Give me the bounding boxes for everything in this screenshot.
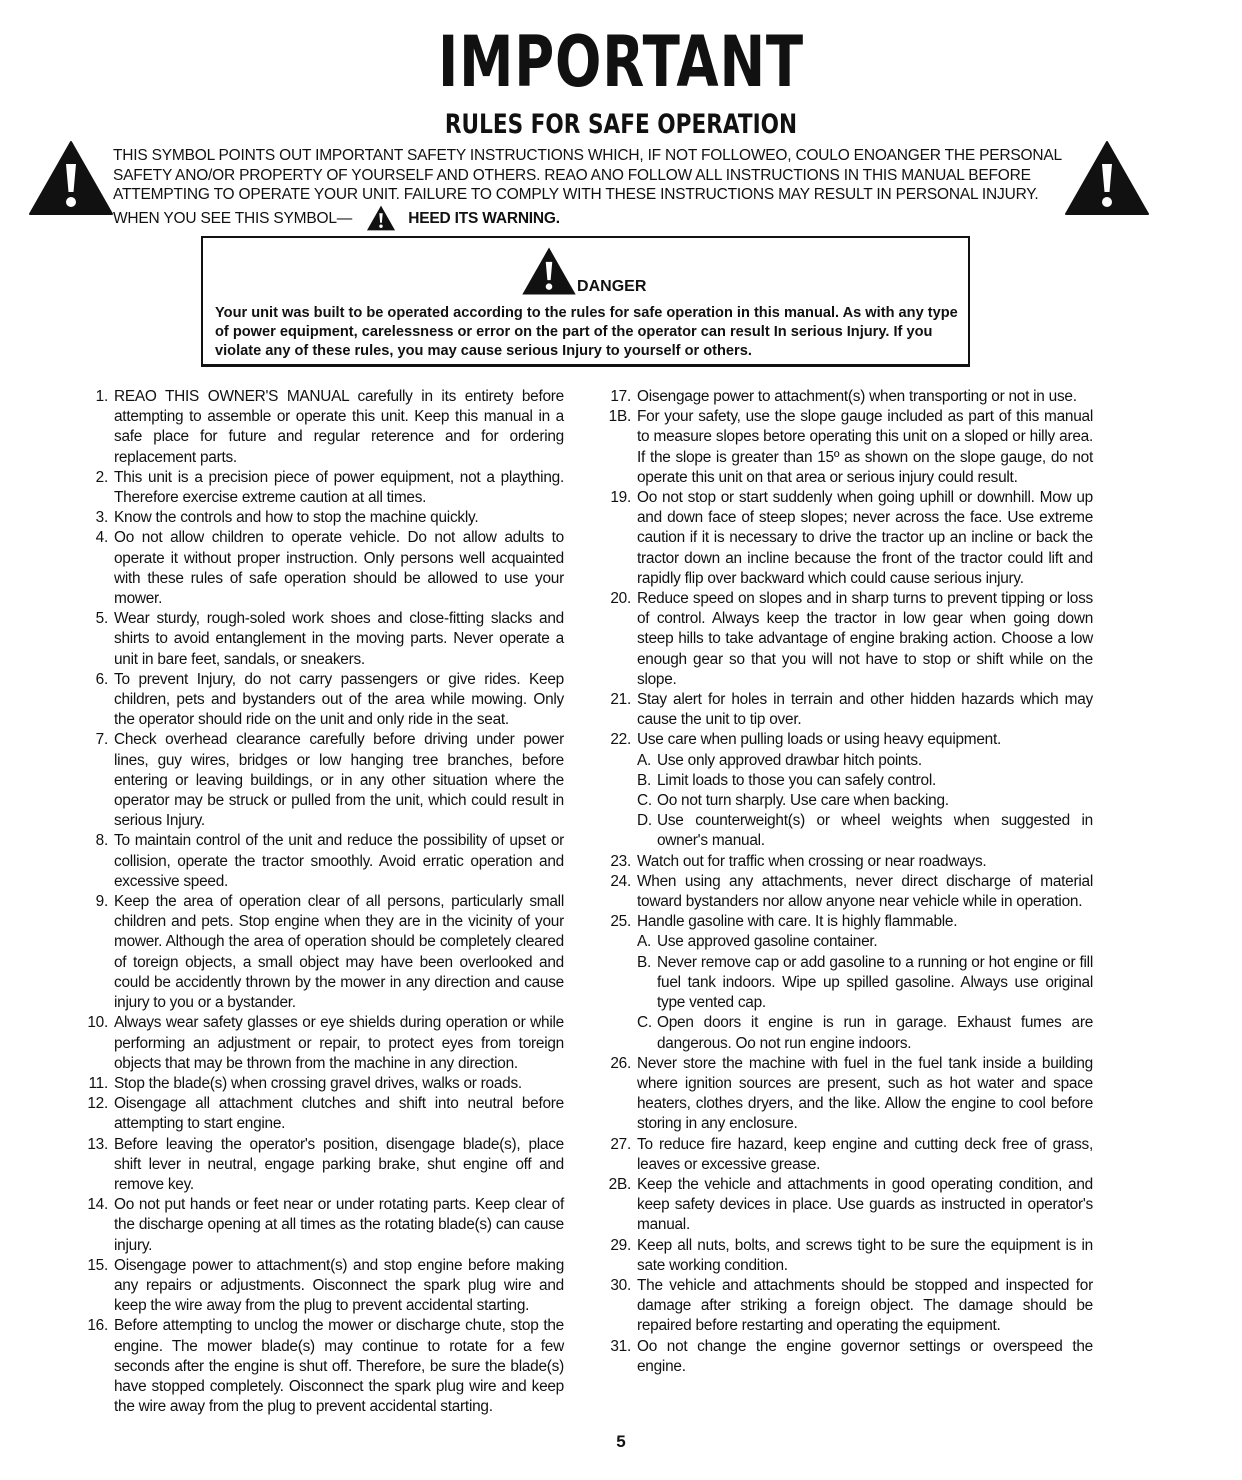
rule-text: Use care when pulling loads or using heavy equipment.	[637, 731, 1002, 749]
rule-text: To prevent Injury, do not carry passengers or give rides. Keep children, pets and bystanders out of the area while mowing. Only the operator should ride on the unit and only ride in the seat.	[114, 670, 564, 729]
rule-number: 3.	[95, 509, 108, 527]
rule-item	[82, 508, 564, 528]
rule-text: Always wear safety glasses or eye shields during operation or while performing an adjustment or repair, to protect eyes from toreign objects that may be thrown from the machine in any direction.	[114, 1014, 564, 1072]
rule-number: 27.	[610, 1135, 631, 1153]
rule-subitem	[605, 811, 1093, 851]
rule-number: 23.	[610, 852, 631, 870]
rule-number: 16.	[87, 1317, 108, 1335]
rule-item	[82, 1074, 564, 1094]
subitem-letter: D.	[637, 812, 652, 830]
rule-number: 6.	[95, 670, 108, 688]
rules-column-left	[82, 387, 564, 1417]
warning-triangle-icon	[1064, 140, 1150, 216]
rule-number: 1.	[95, 388, 108, 405]
subitem-text: Never remove cap or add gasoline to a running or hot engine or fill fuel tank indoors. Wipe up spilled gasoline. Always use original type vented cap.	[657, 953, 1093, 1012]
rule-text: This unit is a precision piece of power equipment, not a plaything. Therefore exercise extreme caution at all times.	[114, 468, 564, 507]
rule-subitem	[605, 953, 1093, 1014]
rule-subitem	[605, 932, 1093, 952]
rule-text: Oisengage power to attachment(s) and stop engine before making any repairs or adjustments. Oisconnect the spark plug wire and keep the wire away from the plug to prevent accidental starting.	[114, 1256, 564, 1315]
rule-item	[82, 609, 564, 670]
rule-item	[605, 852, 1093, 872]
symbol-notice-text: THIS SYMBOL POINTS OUT IMPORTANT SAFETY INSTRUCTIONS WHICH, IF NOT FOLLOWEO, COULO ENOANGER THE PERSONAL SAFETY ANO/OR PROPERTY OF YOURSELF AND OTHERS. REAO ANO FOLLOW ALL INSTRUCTIONS IN THIS MANUAL BEFORE ATTEMPTING TO OPERATE YOUR UNIT. FAILURE TO COMPLY WITH THESE INSTRUCTIONS MAY RESULT IN PERSONAL INJURY. WHEN YOU SEE THIS SYMBOL—	[113, 147, 1062, 227]
rule-number: 26.	[610, 1054, 631, 1072]
subitem-letter: C.	[637, 1014, 652, 1032]
subitem-text: Use approved gasoline container.	[657, 933, 878, 951]
rule-number: 21.	[610, 691, 631, 709]
rule-text: Keep the area of operation clear of all persons, particularly small children and pets. Stop engine when they are in the vicinity of your mower. Although the area of operation should be completely cleared of toreign objects, a small object may have been overlooked and could be accidently thrown by the mower in any direction and cause injury to you or a bystander.	[114, 893, 564, 1012]
rule-number: 31.	[610, 1337, 631, 1355]
rule-item	[82, 468, 564, 508]
rule-item	[82, 670, 564, 731]
rule-text: Oo not change the engine governor settings or overspeed the engine.	[637, 1337, 1093, 1375]
rule-text: Reduce speed on slopes and in sharp turns to prevent tipping or loss of control. Always keep the tractor in low gear when going down steep hills to take advantage of engine braking action. Choose a low enough gear so that you will not have to stop or shift while on the slope.	[637, 590, 1093, 688]
rule-text: To maintain control of the unit and reduce the possibility of upset or collision, operate the tractor smoothly. Avoid erratic operation and excessive speed.	[114, 832, 564, 890]
rule-text: For your safety, use the slope gauge included as part of this manual to measure slopes betore operating this unit on a sloped or hilly area. If the slope is greater than 15º as shown on the slope gauge, do not operate this unit on that area or serious injury could result.	[637, 408, 1093, 486]
rule-number: 1B.	[608, 408, 631, 426]
rule-number: 8.	[95, 832, 108, 850]
rule-item	[82, 730, 564, 831]
rule-text: Never store the machine with fuel in the fuel tank inside a building where ignition sources are present, such as hot water and space heaters, clothes dryers, and the like. Allow the engine to cool before storing in any enclosure.	[637, 1054, 1093, 1133]
rule-item	[605, 1135, 1093, 1175]
rule-item	[82, 1094, 564, 1134]
rule-item	[82, 831, 564, 892]
rule-text: To reduce fire hazard, keep engine and cutting deck free of grass, leaves or excessive grease.	[637, 1135, 1093, 1173]
rule-item	[82, 1013, 564, 1074]
warning-triangle-icon	[366, 205, 396, 231]
rule-item	[605, 690, 1093, 730]
rule-number: 13.	[87, 1135, 108, 1153]
rule-item	[82, 387, 564, 468]
rule-text: Before attempting to unclog the mower or discharge chute, stop the engine. The mower blade(s) may continue to rotate for a few seconds after the engine is shut off. Therefore, be sure the blade(s) have stopped completely. Oisconnect the spark plug wire and keep the wire away from the plug to prevent accidental starting.	[114, 1317, 564, 1416]
rule-number: 11.	[88, 1074, 108, 1092]
safety-symbol-notice	[113, 146, 1073, 231]
rule-number: 17.	[610, 388, 631, 405]
rule-text: Keep all nuts, bolts, and screws tight to be sure the equipment is in sate working condition.	[637, 1236, 1093, 1274]
subitem-text: Oo not turn sharply. Use care when backing.	[657, 792, 949, 810]
rule-number: 10.	[87, 1014, 108, 1032]
rule-text: Oisengage all attachment clutches and shift into neutral before attempting to start engine.	[114, 1095, 564, 1133]
subitem-text: Open doors it engine is run in garage. Exhaust fumes are dangerous. Oo not run engine indoors.	[657, 1014, 1093, 1052]
rule-text: Know the controls and how to stop the machine quickly.	[114, 509, 479, 527]
rule-item	[605, 1236, 1093, 1276]
rule-number: 4.	[95, 529, 108, 547]
subitem-letter: A.	[637, 751, 652, 769]
rule-text: Keep the vehicle and attachments in good operating condition, and keep safety devices in place. Use guards as instructed in operator's manual.	[637, 1175, 1093, 1234]
rules-column-right	[605, 387, 1093, 1377]
rule-number: 22.	[610, 731, 631, 749]
rule-item	[605, 1175, 1093, 1236]
rule-number: 7.	[95, 731, 108, 749]
rule-item	[605, 730, 1093, 750]
rule-text: Oisengage power to attachment(s) when transporting or not in use.	[637, 388, 1077, 405]
rule-text: Handle gasoline with care. It is highly flammable.	[637, 913, 958, 931]
rule-item	[82, 1135, 564, 1196]
rule-number: 2B.	[608, 1175, 631, 1193]
rule-text: Oo not stop or start suddenly when going uphill or downhill. Mow up and down face of steep slopes; never across the face. Use extreme caution if it is necessary to drive the tractor up an incline or back the tractor down an incline because the front of the tractor could lift and rapidly flip over backward which could cause serious injury.	[637, 489, 1093, 587]
rule-subitem	[605, 771, 1093, 791]
subitem-text: Use only approved drawbar hitch points.	[657, 751, 922, 769]
page-number: 5	[616, 1432, 626, 1451]
subitem-letter: B.	[637, 953, 652, 971]
rule-item	[82, 892, 564, 1013]
subitem-letter: A.	[637, 933, 652, 951]
rule-number: 9.	[95, 893, 108, 911]
rule-item	[605, 912, 1093, 932]
rule-number: 12.	[87, 1095, 108, 1113]
rule-text: When using any attachments, never direct discharge of material toward bystanders nor allow anyone near vehicle while in operation.	[637, 872, 1093, 911]
rule-item	[82, 1316, 564, 1417]
rule-number: 30.	[610, 1276, 631, 1294]
rule-item	[82, 1195, 564, 1256]
danger-header	[203, 246, 968, 301]
subitem-text: Use counterweight(s) or wheel weights when suggested in owner's manual.	[657, 812, 1093, 850]
rule-number: 2.	[95, 468, 108, 486]
heed-warning-text: HEED ITS WARNING.	[408, 209, 560, 227]
rule-text: Check overhead clearance carefully before driving under power lines, guy wires, bridges or low hanging tree branches, before entering or leaving buildings, or in any other situation where the operator may be struck or pulled from the unit, which could result in serious Injury.	[114, 731, 564, 830]
rule-subitem	[605, 751, 1093, 771]
rule-text: Watch out for traffic when crossing or near roadways.	[637, 852, 987, 870]
rule-text: REAO THIS OWNER'S MANUAL carefully in its entirety before attempting to assemble or operate this unit. Keep this manual in a safe place for future and regular reterence and for ordering replacement parts.	[114, 388, 564, 466]
subitem-text: Limit loads to those you can safely control.	[657, 771, 937, 789]
subitem-letter: C.	[637, 792, 652, 810]
rule-subitem	[605, 1013, 1093, 1053]
rule-number: 20.	[610, 590, 631, 608]
rule-item	[605, 1276, 1093, 1337]
rule-text: Stop the blade(s) when crossing gravel drives, walks or roads.	[114, 1074, 522, 1092]
danger-box	[201, 236, 970, 367]
rule-text: Wear sturdy, rough-soled work shoes and close-fitting slacks and shirts to avoid entanglement in the moving parts. Never operate a unit in bare feet, sandals, or sneakers.	[114, 610, 564, 668]
rule-number: 19.	[610, 489, 631, 507]
rule-text: Oo not put hands or feet near or under rotating parts. Keep clear of the discharge opening at all times as the rotating blade(s) can cause injury.	[114, 1196, 564, 1254]
rule-item	[605, 488, 1093, 589]
warning-triangle-icon	[521, 246, 577, 296]
danger-label: DANGER	[577, 278, 647, 295]
rule-item	[605, 1337, 1093, 1377]
rule-number: 24.	[610, 872, 631, 890]
rule-item	[605, 872, 1093, 912]
warning-triangle-icon	[28, 140, 114, 216]
rule-number: 29.	[610, 1236, 631, 1254]
rule-text: Stay alert for holes in terrain and other hidden hazards which may cause the unit to tip over.	[637, 691, 1093, 729]
rule-item	[82, 1256, 564, 1317]
page-subtitle: RULES FOR SAFE OPERATION	[444, 109, 798, 140]
rule-number: 15.	[87, 1256, 108, 1274]
rule-subitem	[605, 791, 1093, 811]
rule-number: 5.	[95, 610, 108, 628]
rule-item	[605, 589, 1093, 690]
rule-text: Oo not allow children to operate vehicle. Do not allow adults to operate it without proper instruction. Only persons well acquainted with these rules of safe operation should be allowed to use your mower.	[114, 529, 564, 608]
rule-number: 25.	[610, 913, 631, 931]
rule-text: Before leaving the operator's position, disengage blade(s), place shift lever in neutral, engage parking brake, shut engine off and remove key.	[114, 1135, 564, 1193]
subitem-letter: B.	[637, 771, 652, 789]
page-title: IMPORTANT	[438, 21, 804, 103]
rule-item	[82, 528, 564, 609]
rule-item	[605, 1054, 1093, 1135]
rule-number: 14.	[87, 1196, 108, 1214]
rule-item	[605, 387, 1093, 407]
rule-text: The vehicle and attachments should be stopped and inspected for damage after striking a foreign object. The damage should be repaired before restarting and operating the equipment.	[637, 1276, 1093, 1335]
danger-text: Your unit was built to be operated according to the rules for safe operation in this manual. As with any type of power equipment, carelessness or error on the part of the operator can result In serious Injury. If you violate any of these rules, you may cause serious Injury to yourself or others.	[215, 305, 958, 359]
rule-item	[605, 407, 1093, 488]
